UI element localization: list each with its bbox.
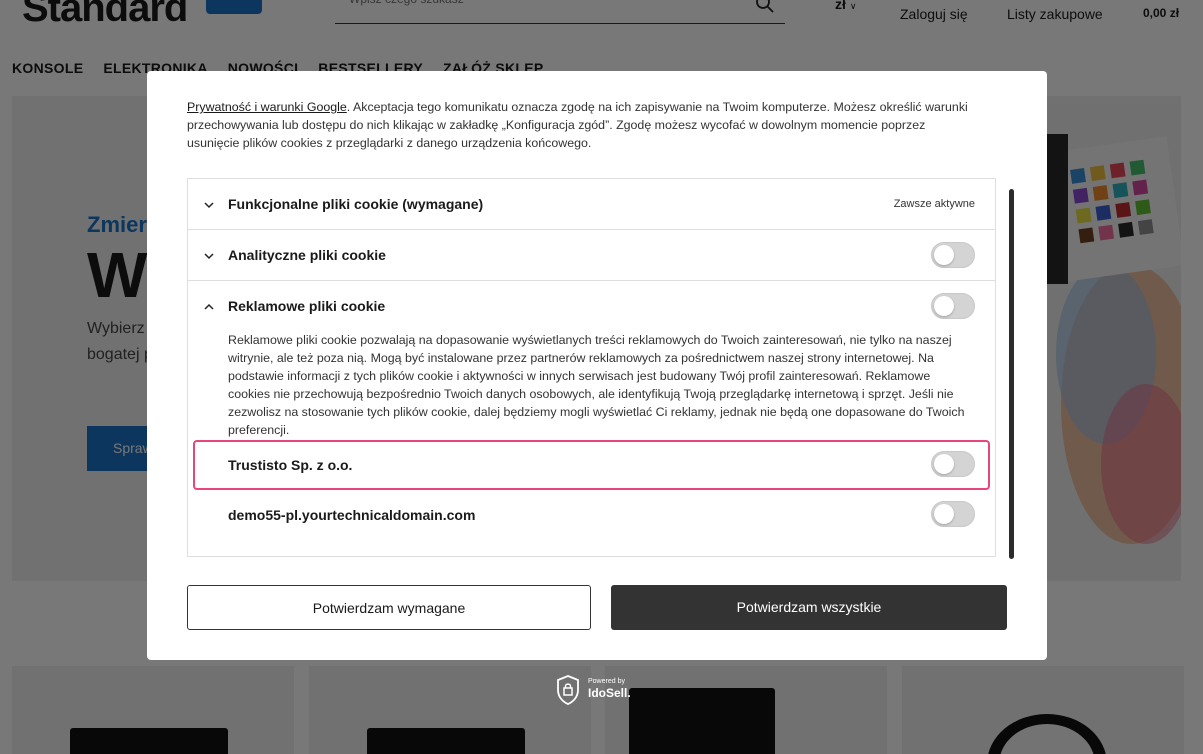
always-active-label: Zawsze aktywne xyxy=(893,198,975,210)
chevron-down-icon xyxy=(202,198,216,212)
cookie-consent-dialog xyxy=(147,71,1047,660)
advertising-toggle[interactable] xyxy=(931,293,975,319)
cookie-categories-list xyxy=(187,178,996,557)
vendor-demo-domain-toggle[interactable] xyxy=(931,501,975,527)
analytics-toggle[interactable] xyxy=(931,242,975,268)
chevron-up-icon xyxy=(202,300,216,314)
shield-lock-icon xyxy=(556,675,580,705)
confirm-required-button[interactable]: Potwierdzam wymagane xyxy=(187,585,591,630)
category-advertising[interactable] xyxy=(188,281,995,332)
category-title: Reklamowe pliki cookie xyxy=(228,298,386,314)
google-privacy-link[interactable]: Prywatność i warunki Google xyxy=(187,100,347,114)
confirm-all-button[interactable]: Potwierdzam wszystkie xyxy=(611,585,1007,630)
idosell-logo: IdoSell. xyxy=(588,686,631,700)
category-functional[interactable] xyxy=(188,179,995,230)
consent-intro-body: . Akceptacja tego komunikatu oznacza zgodę na ich zapisywanie na Twoim komputerze. Możesz określić warunki przechowywania lub dostępu do nich klikając w zakładkę „Konfiguracja zgód”. Zgodę możesz wycofać w dowolnym momencie poprzez usunięcie plików cookies z przeglądarki z danego urządzenia końcowego. xyxy=(187,100,968,150)
category-analytics[interactable] xyxy=(188,230,995,281)
scrollbar-thumb[interactable] xyxy=(1009,189,1014,559)
category-title: Funkcjonalne pliki cookie (wymagane) xyxy=(228,196,484,212)
advertising-description: Reklamowe pliki cookie pozwalają na dopasowanie wyświetlanych treści reklamowych do Twoich zainteresowań, nie tylko na naszej witrynie, ale też poza nią. Mogą być instalowane przez partnerów reklamowych za pośrednictwem naszej strony internetowej. Na podstawie informacji z tych plików cookie i aktywności w innych serwisach jest budowany Twój profil zainteresowań. Reklamowe cookies nie przechowują bezpośrednio Twoich danych osobowych, ale identyfikują Twoją przeglądarkę internetową i sprzęt. Jeśli nie zezwolisz na stosowanie tych plików cookie, dalej będziemy mogli wyświetlać Ci reklamy, jednak nie będą one dopasowane do Twoich preferencji. xyxy=(228,333,965,437)
vendor-name: Trustisto Sp. z o.o. xyxy=(228,457,353,473)
category-title: Analityczne pliki cookie xyxy=(228,247,386,263)
powered-by-badge xyxy=(556,675,646,707)
vendor-name: demo55-pl.yourtechnicaldomain.com xyxy=(228,507,476,523)
chevron-down-icon xyxy=(202,249,216,263)
powered-by-label: Powered by xyxy=(588,678,625,685)
consent-intro-text xyxy=(187,98,977,152)
vendor-highlight-box xyxy=(193,440,990,490)
